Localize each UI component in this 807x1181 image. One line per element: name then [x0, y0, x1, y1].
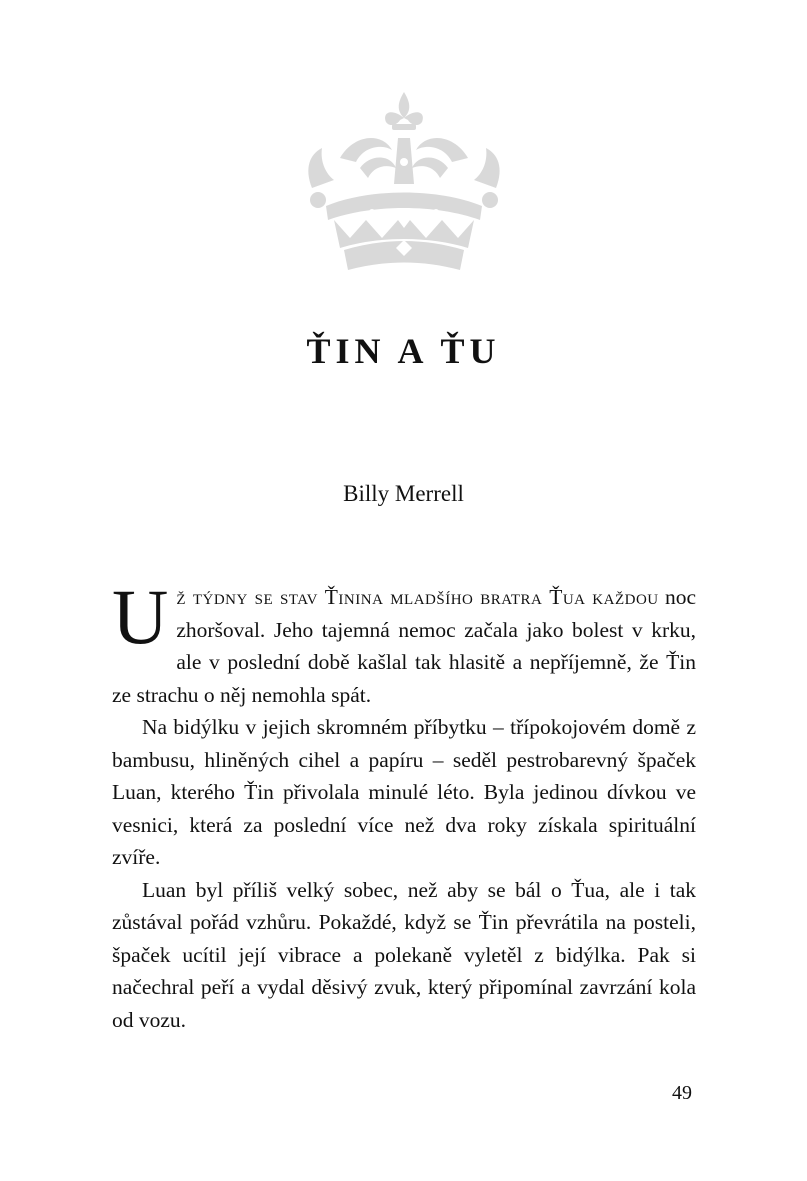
lead-smallcaps: ž týdny se stav Ťinina mladšího bratra Ťua každou [176, 585, 659, 609]
chapter-title: ŤIN A ŤU [306, 331, 501, 371]
chapter-author: Billy Merrell [343, 481, 464, 506]
paragraph-3: Luan byl příliš velký sobec, než aby se bál o Ťua, ale i tak zůstával pořád vzhůru. Pokaždé, když se Ťin převrátila na posteli, špaček ucítil její vibrace a polekaně vyletěl z bidýlka. Pak si načechral peří a vydal děsivý zvuk, který připomínal zavrzání kola od vozu. [112, 877, 696, 1032]
drop-cap: U [112, 573, 169, 660]
page-number: 49 [672, 1082, 692, 1104]
chapter-body [112, 573, 696, 1036]
crown-ornament-icon [300, 88, 508, 274]
paragraph-1 [112, 573, 696, 711]
paragraph-1-text: noc zhoršoval. Jeho tajemná nemoc začala jako bolest v krku, ale v poslední době kašlal tak hlasitě a nepříjemně, že Ťin ze strachu o něj nemohla spát. [112, 585, 696, 707]
paragraph-2: Na bidýlku v jejich skromném příbytku – třípokojovém domě z bambusu, hliněných cihel a papíru – seděl pestrobarevný špaček Luan, kterého Ťin přivolala minulé léto. Byla jedinou dívkou ve vesnici, která za poslední více než dva roky získala spirituální zvíře. [112, 715, 696, 869]
